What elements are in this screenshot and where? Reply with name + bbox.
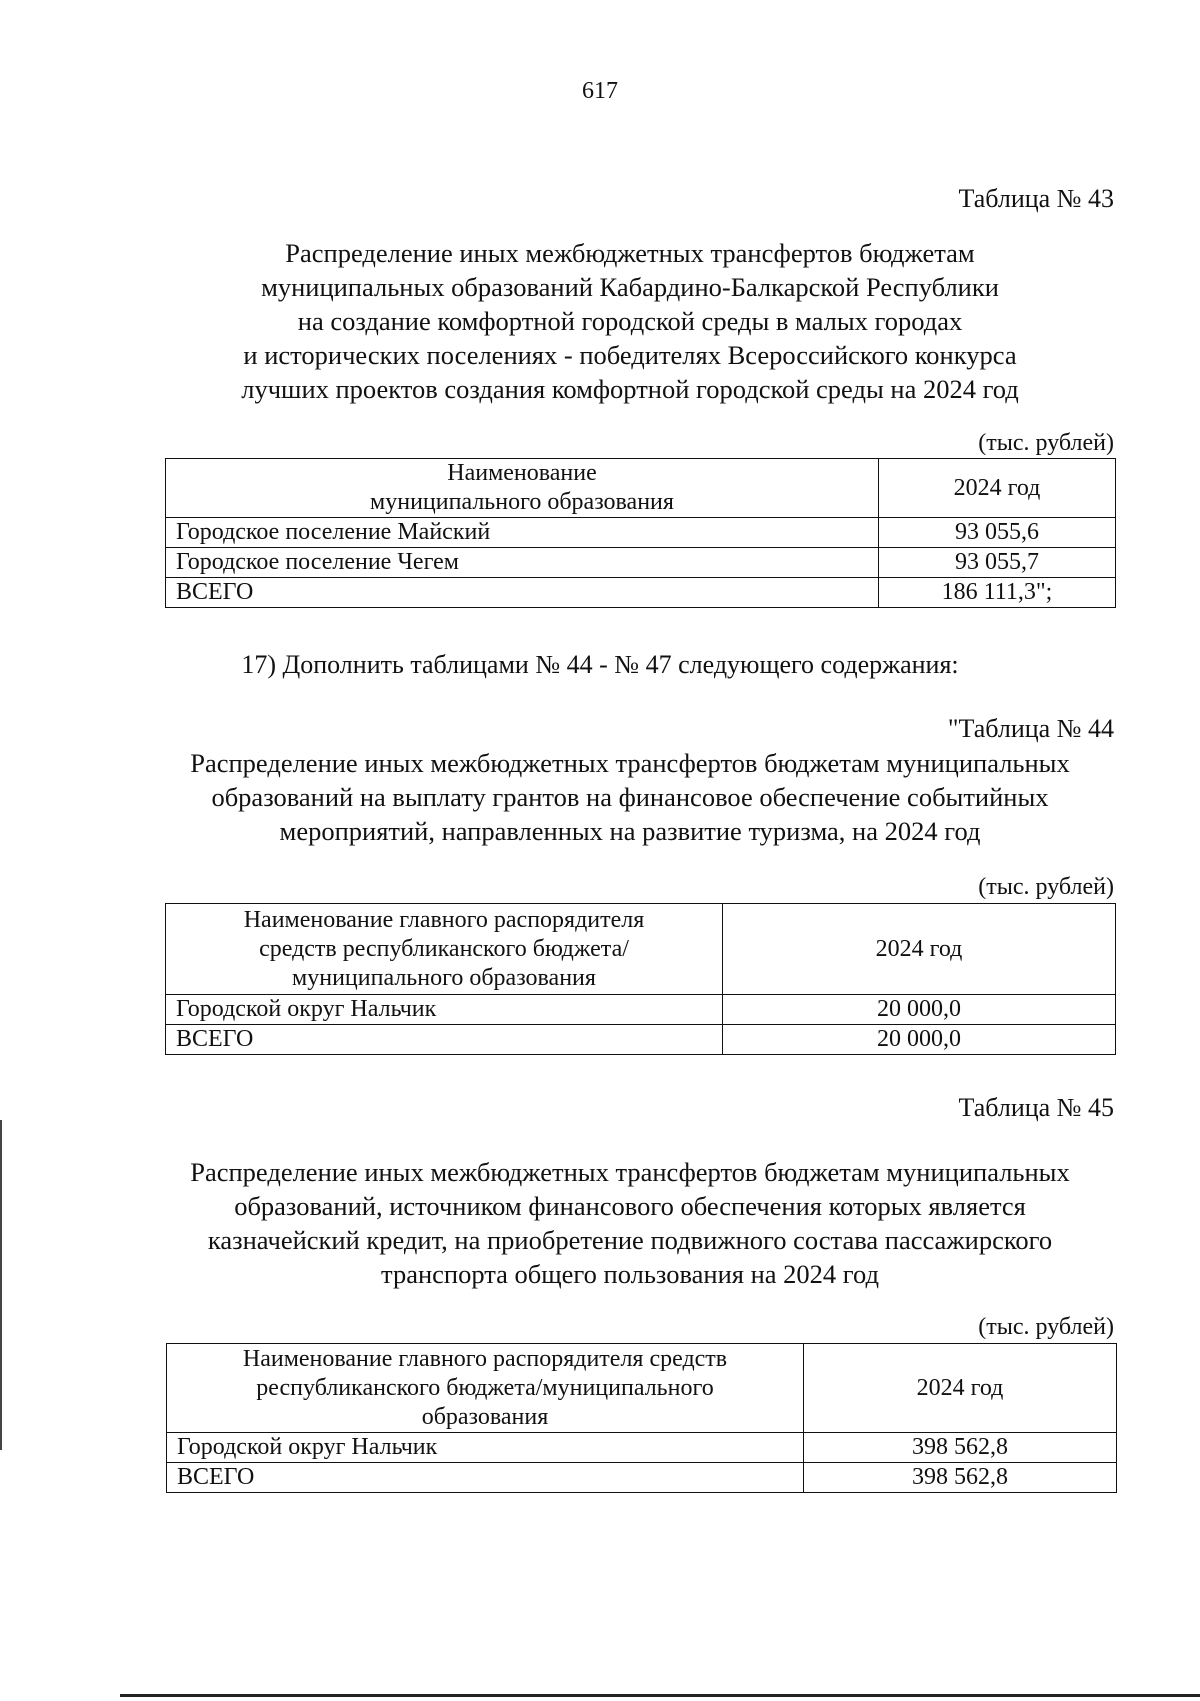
title-line: и исторических поселениях - победителях Всероссийского конкурса: [243, 340, 1017, 370]
table-43-title: [140, 236, 1120, 406]
row-name: ВСЕГО: [166, 1025, 723, 1055]
table-43-unit: (тыс. рублей): [978, 430, 1114, 456]
row-name: Городской округ Нальчик: [167, 1433, 804, 1463]
header-year-cell: 2024 год: [879, 459, 1116, 518]
row-name: Городское поселение Майский: [166, 518, 879, 548]
table-45-unit: (тыс. рублей): [978, 1314, 1114, 1340]
header-name-cell: Наименование муниципального образования: [166, 459, 879, 518]
row-value: 398 562,8: [804, 1463, 1117, 1493]
row-name: Городское поселение Чегем: [166, 548, 879, 578]
title-line: Распределение иных межбюджетных трансфертов бюджетам: [285, 238, 975, 268]
title-line: казначейский кредит, на приобретение подвижного состава пассажирского: [207, 1225, 1053, 1255]
scan-edge-mark: [0, 1120, 2, 1450]
row-name: ВСЕГО: [167, 1463, 804, 1493]
table-44-title: [140, 746, 1120, 848]
row-value: 93 055,6: [879, 518, 1116, 548]
title-line: Распределение иных межбюджетных трансфертов бюджетам муниципальных: [190, 748, 1070, 778]
header-name-cell: Наименование главного распорядителя средств республиканского бюджета/муниципального образования: [167, 1344, 804, 1433]
title-line: образований, источником финансового обеспечения которых является: [234, 1191, 1026, 1221]
title-line: транспорта общего пользования на 2024 год: [381, 1259, 879, 1289]
table-header-row: [166, 459, 1116, 518]
table-row: [166, 578, 1116, 608]
row-value: 186 111,3";: [879, 578, 1116, 608]
scan-bottom-edge: [120, 1694, 1200, 1697]
table-header-row: [167, 1344, 1117, 1433]
table-header-row: [166, 904, 1116, 995]
table-row: [166, 1025, 1116, 1055]
table-row: [166, 518, 1116, 548]
table-44: [165, 903, 1116, 1055]
table-44-label: "Таблица № 44: [947, 714, 1114, 743]
table-row: [166, 995, 1116, 1025]
page-number: 617: [582, 78, 618, 104]
title-line: на создание комфортной городской среды в малых городах: [297, 306, 963, 336]
table-45: [166, 1343, 1117, 1493]
table-45-label: Таблица № 45: [958, 1093, 1114, 1122]
table-43-label: Таблица № 43: [958, 184, 1114, 213]
table-row: [167, 1463, 1117, 1493]
table-44-unit: (тыс. рублей): [978, 874, 1114, 900]
table-row: [167, 1433, 1117, 1463]
row-value: 398 562,8: [804, 1433, 1117, 1463]
title-line: мероприятий, направленных на развитие туризма, на 2024 год: [279, 816, 981, 846]
header-year-cell: 2024 год: [804, 1344, 1117, 1433]
row-name: Городской округ Нальчик: [166, 995, 723, 1025]
row-value: 20 000,0: [723, 995, 1116, 1025]
title-line: лучших проектов создания комфортной городской среды на 2024 год: [241, 374, 1019, 404]
table-row: [166, 548, 1116, 578]
row-name: ВСЕГО: [166, 578, 879, 608]
title-line: образований на выплату грантов на финансовое обеспечение событийных: [211, 782, 1049, 812]
title-line: Распределение иных межбюджетных трансфертов бюджетам муниципальных: [190, 1157, 1070, 1187]
table-45-title: [140, 1155, 1120, 1291]
instruction-paragraph: 17) Дополнить таблицами № 44 - № 47 следующего содержания:: [241, 650, 959, 679]
header-year-cell: 2024 год: [723, 904, 1116, 995]
table-43: [165, 458, 1116, 608]
row-value: 93 055,7: [879, 548, 1116, 578]
title-line: муниципальных образований Кабардино-Балкарской Республики: [261, 272, 999, 302]
header-name-cell: Наименование главного распорядителя средств республиканского бюджета/ муниципального образования: [166, 904, 723, 995]
row-value: 20 000,0: [723, 1025, 1116, 1055]
